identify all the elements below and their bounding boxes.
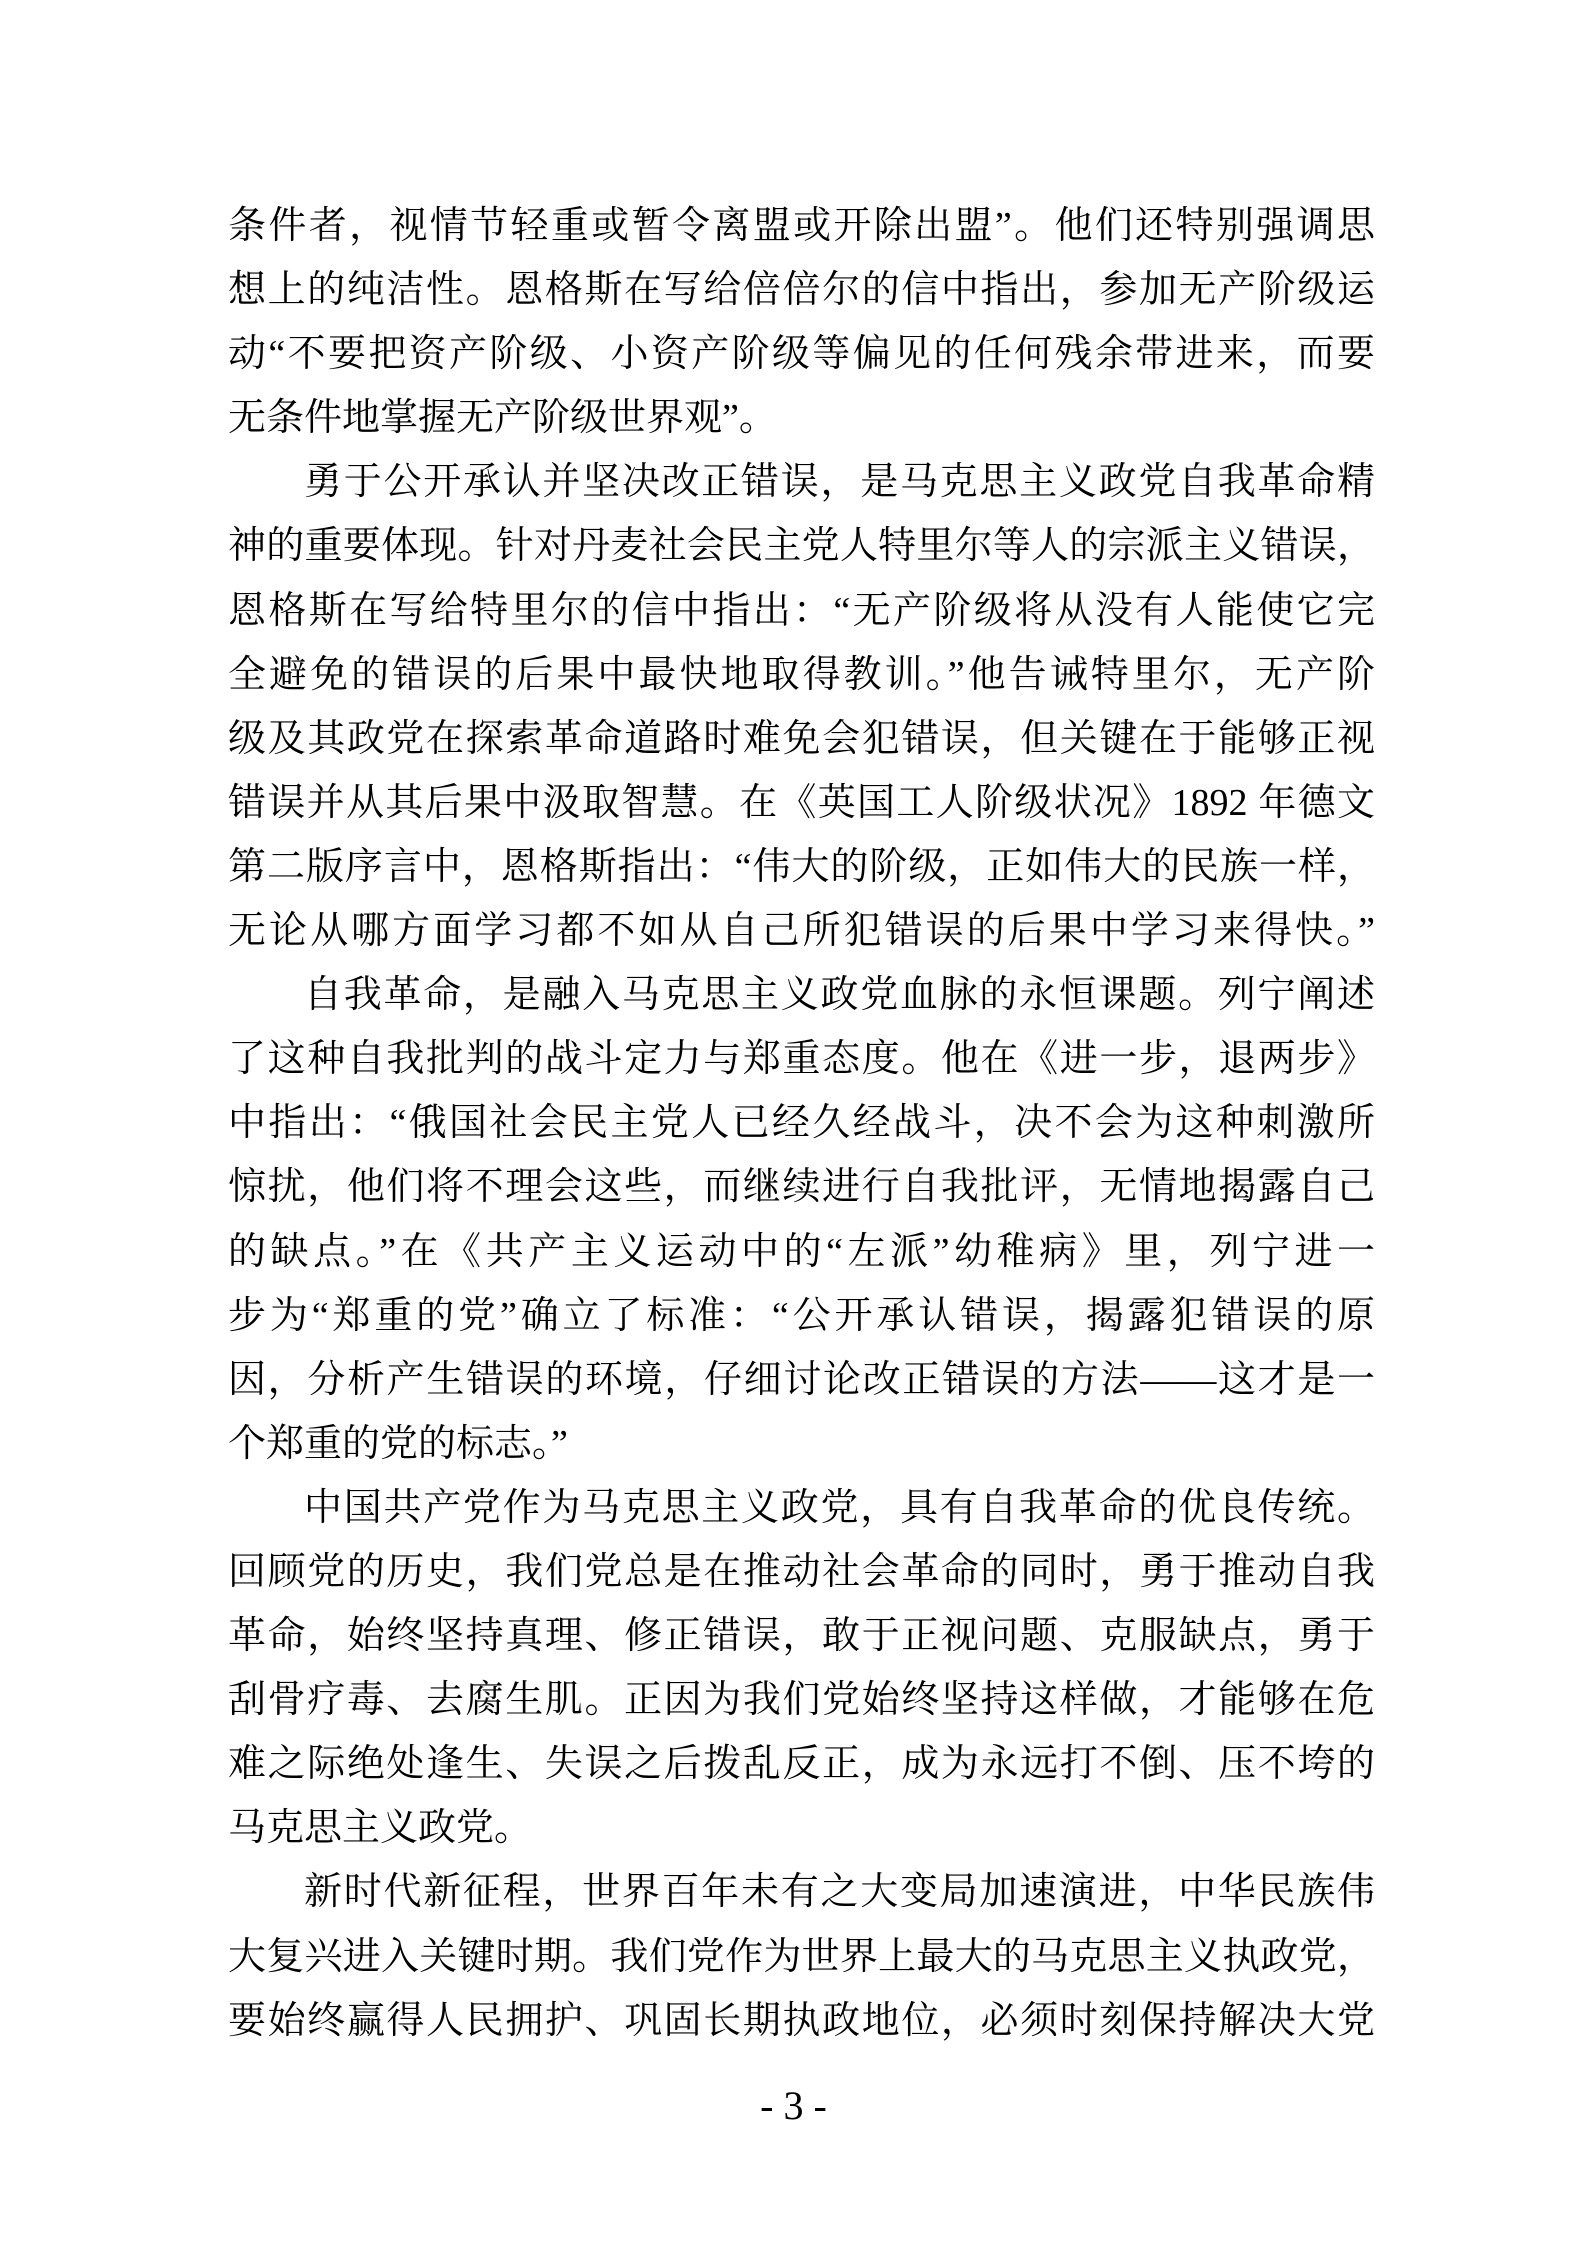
paragraph [228,1476,1375,1861]
text-line: 革命，始终坚持真理、修正错误，敢于正视问题、克服缺点，勇于 [228,1615,1375,1658]
page-number: - 3 - [760,2083,827,2128]
text-line: 神的重要体现。针对丹麦社会民主党人特里尔等人的宗派主义错误， [228,525,1375,568]
text-line: 无论从哪方面学习都不如从自己所犯错误的后果中学习来得快。” [228,910,1375,953]
text-line: 的缺点。”在《共产主义运动中的“左派”幼稚病》里，列宁进一 [228,1230,1375,1273]
text-line: 无条件地掌握无产阶级世界观”。 [228,397,777,440]
text-line: 马克思主义政党。 [228,1807,533,1850]
text-line: 想上的纯洁性。恩格斯在写给倍倍尔的信中指出，参加无产阶级运 [228,269,1375,312]
text-line: 难之际绝处逢生、失误之后拨乱反正，成为永远打不倒、压不垮的 [228,1743,1375,1786]
text-line: 新时代新征程，世界百年未有之大变局加速演进，中华民族伟 [304,1871,1375,1914]
paragraph [228,450,1375,963]
text-line: 刮骨疗毒、去腐生肌。正因为我们党始终坚持这样做，才能够在危 [228,1679,1375,1722]
text-line: 大复兴进入关键时期。我们党作为世界上最大的马克思主义执政党， [228,1935,1375,1978]
text-line: 了这种自我批判的战斗定力与郑重态度。他在《进一步，退两步》 [228,1038,1375,1081]
text-line: 自我革命，是融入马克思主义政党血脉的永恒课题。列宁阐述 [304,974,1375,1017]
paragraph [228,963,1375,1476]
document-body [228,194,1375,2053]
text-line: 条件者，视情节轻重或暂令离盟或开除出盟”。他们还特别强调思 [228,205,1375,247]
text-line: 步为“郑重的党”确立了标准：“公开承认错误，揭露犯错误的原 [228,1294,1375,1337]
text-line: 中指出：“俄国社会民主党人已经久经战斗，决不会为这种刺激所 [228,1102,1375,1145]
text-line: 个郑重的党的标志。” [228,1422,568,1465]
text-line: 第二版序言中，恩格斯指出：“伟大的阶级，正如伟大的民族一样， [228,845,1375,888]
text-line: 回顾党的历史，我们党总是在推动社会革命的同时，勇于推动自我 [228,1550,1375,1593]
text-line: 错误并从其后果中汲取智慧。在《英国工人阶级状况》1892 年德文 [228,781,1375,824]
text-line: 恩格斯在写给特里尔的信中指出：“无产阶级将从没有人能使它完 [228,589,1375,632]
paragraph [228,1860,1375,2052]
text-line: 要始终赢得人民拥护、巩固长期执政地位，必须时刻保持解决大党 [228,1999,1375,2042]
text-line: 动“不要把资产阶级、小资产阶级等偏见的任何残余带进来，而要 [228,333,1375,376]
text-line: 中国共产党作为马克思主义政党，具有自我革命的优良传统。 [304,1486,1375,1529]
text-line: 因，分析产生错误的环境，仔细讨论改正错误的方法——这才是一 [228,1358,1375,1401]
text-line: 惊扰，他们将不理会这些，而继续进行自我批评，无情地揭露自己 [228,1166,1375,1209]
text-line: 级及其政党在探索革命道路时难免会犯错误，但关键在于能够正视 [228,717,1375,760]
text-line: 全避免的错误的后果中最快地取得教训。”他告诫特里尔，无产阶 [228,653,1375,696]
text-line: 勇于公开承认并坚决改正错误，是马克思主义政党自我革命精 [304,461,1375,504]
paragraph [228,194,1375,450]
